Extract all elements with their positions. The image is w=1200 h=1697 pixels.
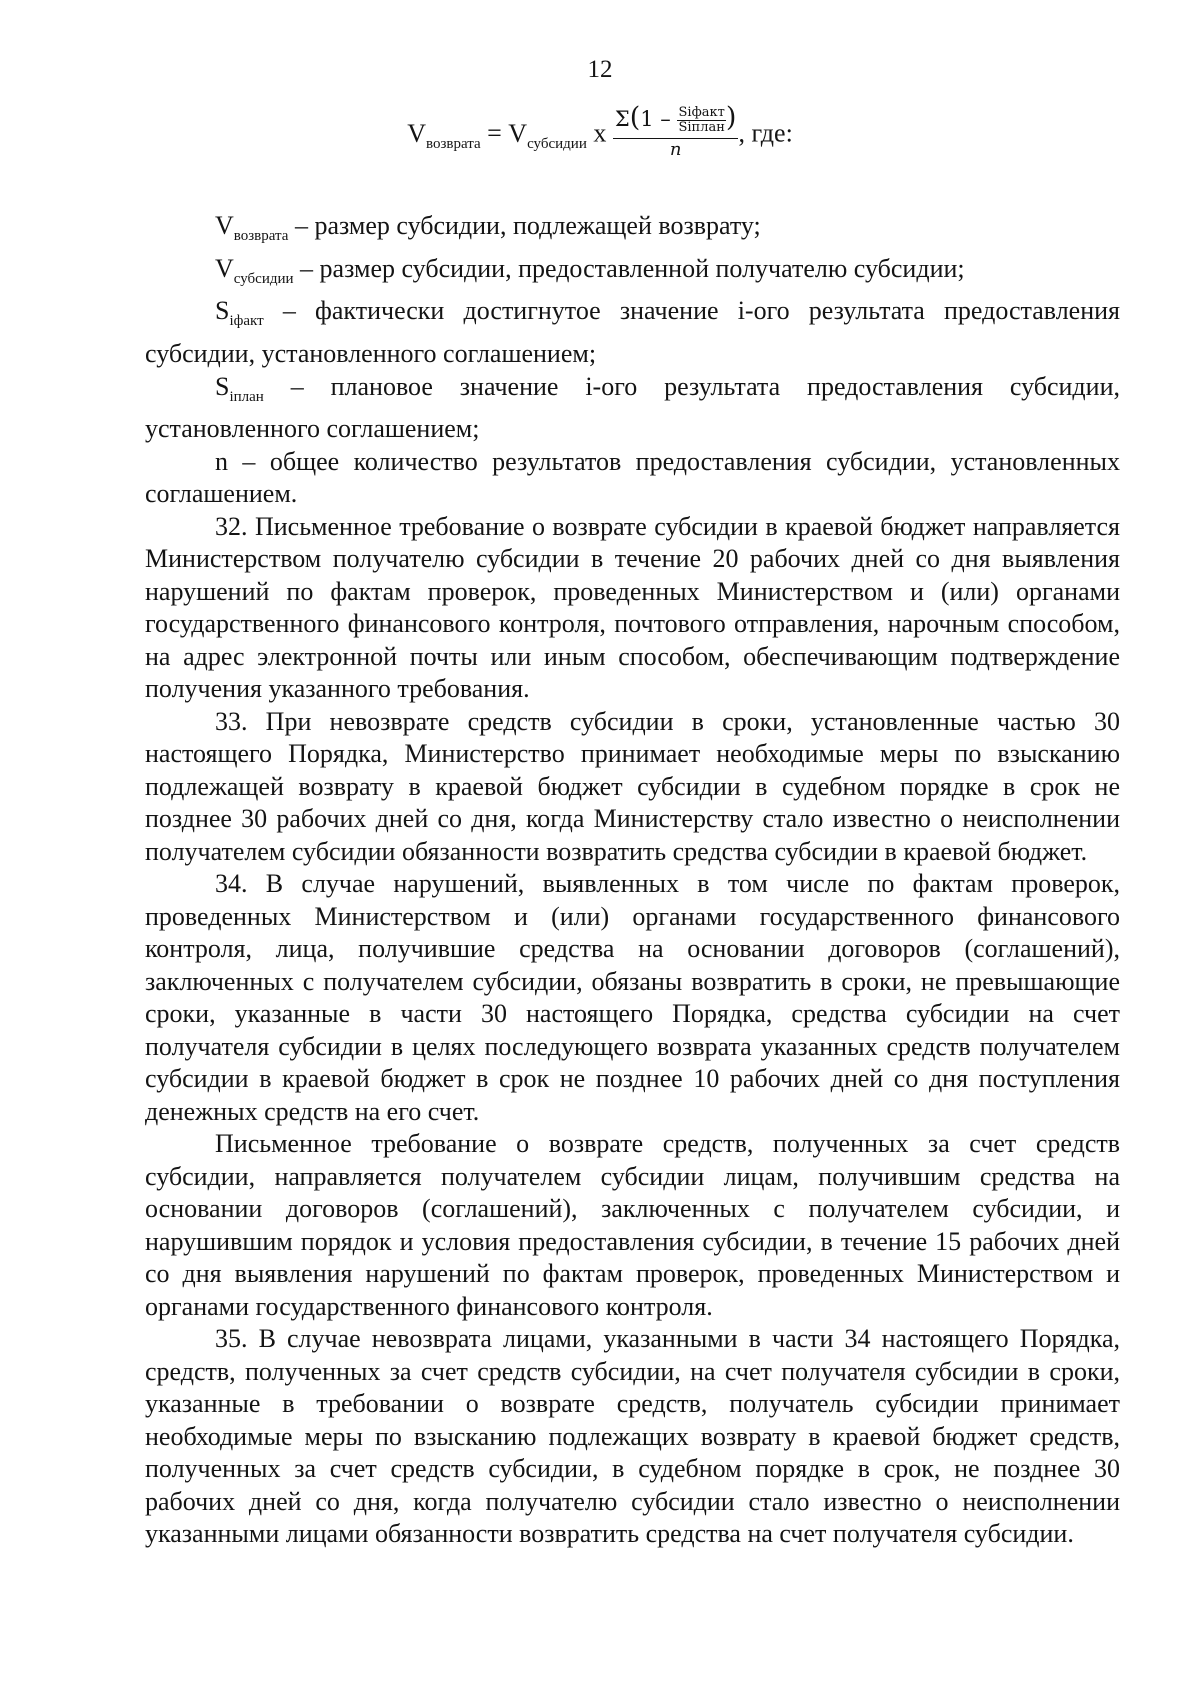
formula-denominator: n <box>669 139 682 161</box>
formula-inner-fraction: $\frac{\text{Siфакт}}{\text{Siплан}}$ <box>678 104 725 135</box>
paragraph-34-continued: Письменное требование о возврате средств, полученных за счет средств субсидии, направляется получателем субсидии лицам, получившим средства на основании договоров (соглашений), заключенных с получателем субсидии, и нарушившим порядок и условия предоставления субсидии, в течение 15 рабочих дней со дня выявления нарушений по фактам проверок, проведенных Министерством и органами государственного финансового контроля. <box>145 1129 1120 1321</box>
definition-n: n – общее количество результатов предоставления субсидии, установленных соглашением. <box>145 446 1120 509</box>
paragraph-35: 35. В случае невозврата лицами, указанными в части 34 настоящего Порядка, средств, полученных за счет средств субсидии, на счет получателя субсидии в сроки, указанные в требовании о возврате средств, получатель субсидии принимает необходимые меры по взысканию подлежащих возврату в краевой бюджет средств, полученных за счет средств субсидии, в судебном порядке в срок, не позднее 30 рабочих дней со дня, когда получателю субсидии стало известно о неисполнении указанными лицами обязанности возвратить средства на счет получателя субсидии. <box>145 1324 1120 1549</box>
formula-equals: = <box>487 118 502 148</box>
definition-v-return: $V_{возврата}$ – размер субсидии, подлежащей возврату; <box>215 211 761 245</box>
return-formula <box>0 102 1200 161</box>
paragraph-33: 33. При невозврате средств субсидии в сроки, установленные частью 30 настоящего Порядка, Министерство принимает необходимые меры по взысканию подлежащей возврату в краевой бюджет субсидии в судебном порядке в срок не позднее 30 рабочих дней со дня, когда Министерству стало известно о неисполнении получателем субсидии обязанности возвратить средства субсидии в краевой бюджет. <box>145 706 1120 866</box>
definition-s-fact: $S_{iфакт}$ – фактически достигнутое значение i-ого результата предоставления субсидии, установленного соглашением; <box>145 296 1120 369</box>
page-number: 12 <box>587 56 613 83</box>
formula-times: x <box>593 118 607 148</box>
definition-v-subsidy: $V_{субсидии}$ – размер субсидии, предоставленной получателю субсидии; <box>215 253 965 287</box>
definition-s-plan: $S_{iплан}$ – плановое значение i-ого результата предоставления субсидии, установленного соглашением; <box>145 371 1120 444</box>
formula-v-subsidy: $V_{субсидии}$ <box>508 118 587 152</box>
document-body <box>145 210 1120 1551</box>
paragraph-34: 34. В случае нарушений, выявленных в том числе по фактам проверок, проведенных Министерством и (или) органами государственного финансового контроля, лица, получившие средства на основании договоров (соглашений), заключенных с получателем субсидии, обязаны возвратить в сроки, не превышающие сроки, указанные в части 30 настоящего Порядка, средства субсидии на счет получателя субсидии в целях последующего возврата указанных средств получателем субсидии в краевой бюджет в срок не позднее 10 рабочих дней со дня поступления денежных средств на его счет. <box>145 869 1120 1126</box>
paragraph-32: 32. Письменное требование о возврате субсидии в краевой бюджет направляется Министерством получателю субсидии в течение 20 рабочих дней со дня выявления нарушений по фактам проверок, проведенных Министерством и (или) органами государственного финансового контроля, почтового отправления, нарочным способом, на адрес электронной почты или иным способом, обеспечивающим подтверждение получения указанного требования. <box>145 511 1120 704</box>
formula-fraction <box>613 104 739 159</box>
formula-v-return: $V_{возврата}$ <box>407 118 481 152</box>
formula-numerator: Σ(1 – $\frac{\text{Siфакт}}{\text{Siплан}}$ ) <box>613 104 739 139</box>
formula-tail: , где: <box>738 118 793 148</box>
